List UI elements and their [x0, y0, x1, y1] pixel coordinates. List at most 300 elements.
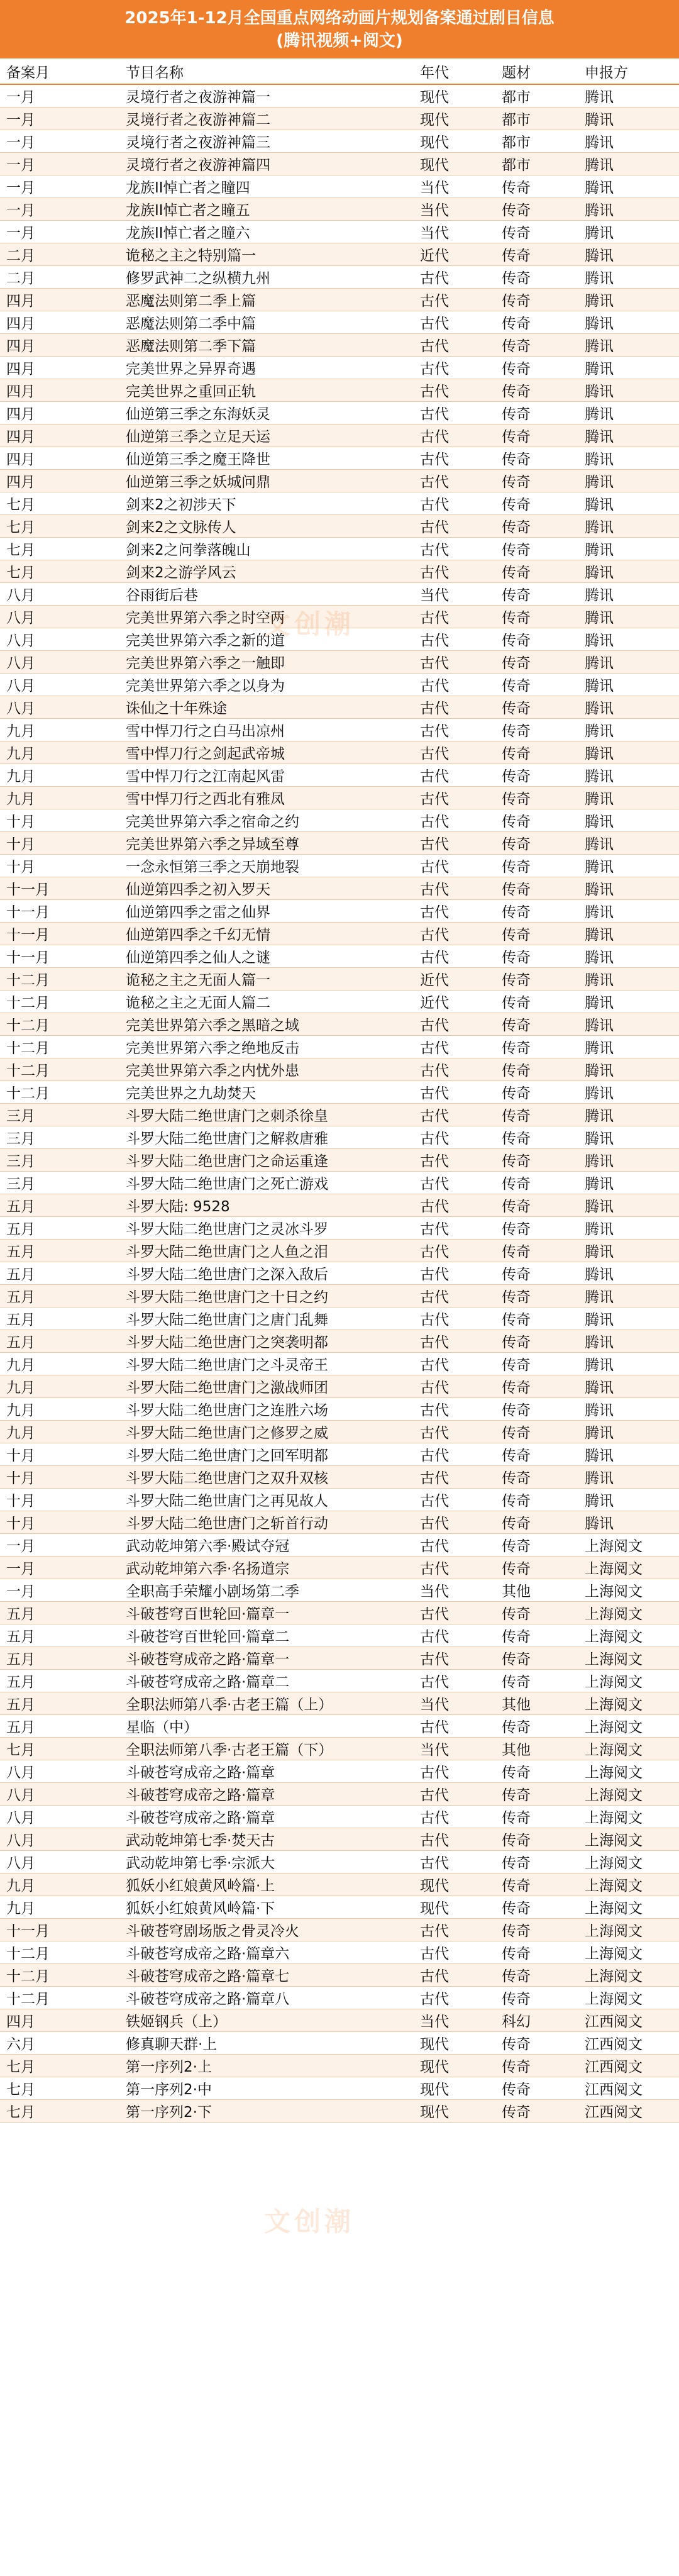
- cell-month: 五月: [0, 1262, 119, 1285]
- table-row: [0, 1217, 679, 1240]
- cell-era: 古代: [414, 1149, 495, 1172]
- cell-applicant: 腾讯: [578, 945, 679, 968]
- cell-genre: 传奇: [495, 538, 578, 560]
- cell-month: 十二月: [0, 1941, 119, 1964]
- cell-program-name: 仙逆第四季之雷之仙界: [119, 900, 414, 923]
- cell-program-name: 完美世界第六季之以身为: [119, 674, 414, 696]
- cell-genre: 传奇: [495, 900, 578, 923]
- cell-applicant: 腾讯: [578, 1285, 679, 1307]
- cell-genre: 传奇: [495, 832, 578, 855]
- cell-program-name: 斗破苍穹成帝之路·篇章一: [119, 1647, 414, 1670]
- cell-genre: 传奇: [495, 1353, 578, 1375]
- cell-applicant: 腾讯: [578, 311, 679, 334]
- cell-era: 古代: [414, 357, 495, 379]
- cell-genre: 传奇: [495, 2077, 578, 2100]
- cell-era: 古代: [414, 1715, 495, 1738]
- cell-program-name: 斗破苍穹成帝之路·篇章八: [119, 1987, 414, 2009]
- cell-genre: 传奇: [495, 945, 578, 968]
- table-row: [0, 1670, 679, 1692]
- cell-era: 当代: [414, 198, 495, 221]
- cell-genre: 传奇: [495, 674, 578, 696]
- header-month: 备案月: [0, 58, 119, 84]
- table-row: [0, 1353, 679, 1375]
- cell-era: 近代: [414, 991, 495, 1013]
- table-row: [0, 1511, 679, 1534]
- cell-era: 古代: [414, 515, 495, 538]
- table-row: [0, 1624, 679, 1647]
- table-row: [0, 1398, 679, 1421]
- cell-program-name: 完美世界之异界奇遇: [119, 357, 414, 379]
- cell-era: 古代: [414, 923, 495, 945]
- table-row: [0, 1104, 679, 1126]
- cell-era: 古代: [414, 1262, 495, 1285]
- cell-month: 十月: [0, 1511, 119, 1534]
- cell-month: 一月: [0, 84, 119, 108]
- cell-applicant: 腾讯: [578, 719, 679, 741]
- cell-genre: 传奇: [495, 1375, 578, 1398]
- cell-genre: 传奇: [495, 560, 578, 583]
- table-row: [0, 809, 679, 832]
- cell-month: 十月: [0, 855, 119, 877]
- cell-genre: 传奇: [495, 1217, 578, 1240]
- cell-genre: 传奇: [495, 357, 578, 379]
- cell-applicant: 上海阅文: [578, 1851, 679, 1874]
- cell-applicant: 腾讯: [578, 1262, 679, 1285]
- table-row: [0, 2100, 679, 2123]
- cell-applicant: 江西阅文: [578, 2100, 679, 2123]
- cell-applicant: 腾讯: [578, 1172, 679, 1194]
- cell-program-name: 斗罗大陆二绝世唐门之回军明都: [119, 1443, 414, 1466]
- cell-genre: 传奇: [495, 1715, 578, 1738]
- cell-applicant: 腾讯: [578, 515, 679, 538]
- cell-month: 五月: [0, 1670, 119, 1692]
- cell-program-name: 斗罗大陆二绝世唐门之双升双核: [119, 1466, 414, 1489]
- table-row: [0, 425, 679, 447]
- cell-era: 古代: [414, 1987, 495, 2009]
- cell-era: 古代: [414, 560, 495, 583]
- cell-genre: 传奇: [495, 2032, 578, 2055]
- cell-month: 八月: [0, 583, 119, 606]
- cell-era: 现代: [414, 153, 495, 175]
- cell-era: 当代: [414, 175, 495, 198]
- cell-month: 十月: [0, 1489, 119, 1511]
- cell-program-name: 剑来2之文脉传人: [119, 515, 414, 538]
- cell-era: 古代: [414, 1647, 495, 1670]
- cell-genre: 传奇: [495, 1511, 578, 1534]
- cell-genre: 传奇: [495, 175, 578, 198]
- cell-applicant: 上海阅文: [578, 1738, 679, 1760]
- cell-genre: 传奇: [495, 1896, 578, 1919]
- cell-era: 古代: [414, 1511, 495, 1534]
- cell-program-name: 斗破苍穹剧场版之骨灵冷火: [119, 1919, 414, 1941]
- cell-applicant: 腾讯: [578, 289, 679, 311]
- cell-era: 现代: [414, 108, 495, 130]
- table-row: [0, 2055, 679, 2077]
- table-row: [0, 1579, 679, 1602]
- cell-applicant: 腾讯: [578, 1240, 679, 1262]
- cell-month: 十一月: [0, 877, 119, 900]
- table-row: [0, 402, 679, 425]
- cell-month: 八月: [0, 628, 119, 651]
- cell-program-name: 仙逆第三季之魔王降世: [119, 447, 414, 470]
- table-row: [0, 266, 679, 289]
- cell-applicant: 腾讯: [578, 492, 679, 515]
- cell-applicant: 腾讯: [578, 198, 679, 221]
- cell-genre: 传奇: [495, 583, 578, 606]
- table-body: [0, 84, 679, 2123]
- cell-month: 五月: [0, 1307, 119, 1330]
- cell-month: 七月: [0, 2055, 119, 2077]
- cell-month: 八月: [0, 606, 119, 628]
- table-row: [0, 1738, 679, 1760]
- cell-era: 当代: [414, 221, 495, 243]
- cell-era: 古代: [414, 1217, 495, 1240]
- table-row: [0, 1058, 679, 1081]
- cell-program-name: 灵境行者之夜游神篇四: [119, 153, 414, 175]
- table-row: [0, 1647, 679, 1670]
- cell-program-name: 星临（中）: [119, 1715, 414, 1738]
- cell-program-name: 斗罗大陆二绝世唐门之激战师团: [119, 1375, 414, 1398]
- cell-genre: 传奇: [495, 470, 578, 492]
- cell-program-name: 修真聊天群·上: [119, 2032, 414, 2055]
- cell-era: 当代: [414, 1738, 495, 1760]
- cell-program-name: 谷雨街后巷: [119, 583, 414, 606]
- cell-genre: 传奇: [495, 1443, 578, 1466]
- cell-program-name: 完美世界之九劫焚天: [119, 1081, 414, 1104]
- cell-month: 四月: [0, 402, 119, 425]
- cell-program-name: 雪中悍刀行之西北有雅凤: [119, 787, 414, 809]
- cell-era: 古代: [414, 1285, 495, 1307]
- cell-genre: 传奇: [495, 1126, 578, 1149]
- cell-applicant: 腾讯: [578, 379, 679, 402]
- cell-applicant: 腾讯: [578, 130, 679, 153]
- table-row: [0, 832, 679, 855]
- cell-applicant: 上海阅文: [578, 1602, 679, 1624]
- cell-era: 古代: [414, 628, 495, 651]
- cell-applicant: 腾讯: [578, 855, 679, 877]
- table-row: [0, 1443, 679, 1466]
- cell-era: 现代: [414, 2055, 495, 2077]
- table-row: [0, 1285, 679, 1307]
- cell-genre: 传奇: [495, 1670, 578, 1692]
- cell-program-name: 仙逆第四季之初入罗天: [119, 877, 414, 900]
- table-row: [0, 674, 679, 696]
- cell-applicant: 江西阅文: [578, 2032, 679, 2055]
- cell-month: 七月: [0, 492, 119, 515]
- cell-era: 古代: [414, 1104, 495, 1126]
- cell-genre: 传奇: [495, 1851, 578, 1874]
- table-row: [0, 1783, 679, 1806]
- cell-program-name: 雪中悍刀行之白马出凉州: [119, 719, 414, 741]
- cell-month: 五月: [0, 1602, 119, 1624]
- cell-month: 四月: [0, 379, 119, 402]
- cell-month: 八月: [0, 674, 119, 696]
- cell-month: 一月: [0, 1534, 119, 1557]
- cell-applicant: 腾讯: [578, 108, 679, 130]
- cell-genre: 传奇: [495, 991, 578, 1013]
- cell-genre: 传奇: [495, 741, 578, 764]
- table-row: [0, 741, 679, 764]
- cell-era: 古代: [414, 447, 495, 470]
- table-row: [0, 1126, 679, 1149]
- cell-month: 九月: [0, 741, 119, 764]
- cell-month: 九月: [0, 1353, 119, 1375]
- cell-applicant: 腾讯: [578, 809, 679, 832]
- cell-era: 当代: [414, 583, 495, 606]
- cell-genre: 传奇: [495, 787, 578, 809]
- cell-program-name: 恶魔法则第二季中篇: [119, 311, 414, 334]
- cell-era: 古代: [414, 334, 495, 357]
- cell-month: 三月: [0, 1104, 119, 1126]
- cell-genre: 传奇: [495, 2100, 578, 2123]
- cell-month: 九月: [0, 1375, 119, 1398]
- cell-genre: 传奇: [495, 968, 578, 991]
- cell-program-name: 斗罗大陆二绝世唐门之连胜六场: [119, 1398, 414, 1421]
- cell-genre: 传奇: [495, 719, 578, 741]
- table-row: [0, 877, 679, 900]
- table-row: [0, 1036, 679, 1058]
- cell-era: 近代: [414, 243, 495, 266]
- cell-program-name: 斗破苍穹成帝之路·篇章: [119, 1760, 414, 1783]
- cell-applicant: 上海阅文: [578, 1941, 679, 1964]
- cell-applicant: 腾讯: [578, 560, 679, 583]
- table-row: [0, 84, 679, 108]
- cell-era: 古代: [414, 945, 495, 968]
- cell-genre: 都市: [495, 108, 578, 130]
- cell-program-name: 斗破苍穹百世轮回·篇章一: [119, 1602, 414, 1624]
- cell-month: 十一月: [0, 1919, 119, 1941]
- cell-program-name: 龙族II悼亡者之瞳四: [119, 175, 414, 198]
- cell-era: 古代: [414, 877, 495, 900]
- cell-genre: 传奇: [495, 266, 578, 289]
- cell-genre: 科幻: [495, 2009, 578, 2032]
- cell-month: 一月: [0, 198, 119, 221]
- table-row: [0, 1760, 679, 1783]
- cell-month: 五月: [0, 1647, 119, 1670]
- cell-genre: 传奇: [495, 1421, 578, 1443]
- cell-month: 七月: [0, 1738, 119, 1760]
- cell-genre: 传奇: [495, 651, 578, 674]
- cell-month: 五月: [0, 1285, 119, 1307]
- cell-program-name: 全职高手荣耀小剧场第二季: [119, 1579, 414, 1602]
- cell-era: 现代: [414, 2077, 495, 2100]
- cell-era: 古代: [414, 1398, 495, 1421]
- cell-genre: 传奇: [495, 1647, 578, 1670]
- table-row: [0, 2009, 679, 2032]
- cell-genre: 传奇: [495, 425, 578, 447]
- cell-month: 四月: [0, 289, 119, 311]
- cell-genre: 传奇: [495, 1240, 578, 1262]
- cell-program-name: 全职法师第八季·古老王篇（下）: [119, 1738, 414, 1760]
- cell-genre: 传奇: [495, 1964, 578, 1987]
- cell-genre: 其他: [495, 1692, 578, 1715]
- cell-applicant: 腾讯: [578, 1013, 679, 1036]
- table-row: [0, 628, 679, 651]
- cell-era: 古代: [414, 425, 495, 447]
- table-row: [0, 1941, 679, 1964]
- cell-month: 十一月: [0, 900, 119, 923]
- cell-era: 古代: [414, 1126, 495, 1149]
- cell-era: 古代: [414, 1330, 495, 1353]
- table-row: [0, 1602, 679, 1624]
- cell-program-name: 斗罗大陆二绝世唐门之解救唐雅: [119, 1126, 414, 1149]
- table-row: [0, 923, 679, 945]
- cell-month: 九月: [0, 787, 119, 809]
- table-row: [0, 538, 679, 560]
- cell-month: 四月: [0, 334, 119, 357]
- cell-applicant: 腾讯: [578, 402, 679, 425]
- cell-program-name: 斗破苍穹成帝之路·篇章二: [119, 1670, 414, 1692]
- cell-month: 三月: [0, 1126, 119, 1149]
- cell-program-name: 灵境行者之夜游神篇三: [119, 130, 414, 153]
- cell-era: 古代: [414, 855, 495, 877]
- cell-applicant: 腾讯: [578, 1081, 679, 1104]
- cell-applicant: 腾讯: [578, 628, 679, 651]
- cell-program-name: 狐妖小红娘黄风岭篇·下: [119, 1896, 414, 1919]
- cell-era: 古代: [414, 651, 495, 674]
- cell-genre: 传奇: [495, 243, 578, 266]
- cell-genre: 传奇: [495, 1624, 578, 1647]
- cell-program-name: 斗破苍穹成帝之路·篇章七: [119, 1964, 414, 1987]
- table-row: [0, 492, 679, 515]
- cell-program-name: 龙族II悼亡者之瞳五: [119, 198, 414, 221]
- cell-era: 古代: [414, 470, 495, 492]
- cell-era: 古代: [414, 1557, 495, 1579]
- cell-genre: 传奇: [495, 1013, 578, 1036]
- cell-month: 十一月: [0, 923, 119, 945]
- header-era: 年代: [414, 58, 495, 84]
- cell-program-name: 完美世界第六季之新的道: [119, 628, 414, 651]
- drama-filing-table: [0, 58, 679, 2123]
- cell-genre: 传奇: [495, 923, 578, 945]
- table-row: [0, 2032, 679, 2055]
- cell-era: 现代: [414, 2032, 495, 2055]
- cell-month: 八月: [0, 1760, 119, 1783]
- cell-program-name: 斗罗大陆二绝世唐门之人鱼之泪: [119, 1240, 414, 1262]
- cell-genre: 传奇: [495, 877, 578, 900]
- cell-applicant: 腾讯: [578, 1149, 679, 1172]
- cell-month: 七月: [0, 2100, 119, 2123]
- cell-program-name: 恶魔法则第二季下篇: [119, 334, 414, 357]
- cell-era: 现代: [414, 2100, 495, 2123]
- cell-month: 八月: [0, 1828, 119, 1851]
- cell-genre: 传奇: [495, 1602, 578, 1624]
- cell-month: 一月: [0, 1557, 119, 1579]
- cell-genre: 传奇: [495, 1285, 578, 1307]
- cell-month: 二月: [0, 243, 119, 266]
- cell-era: 古代: [414, 1851, 495, 1874]
- cell-era: 近代: [414, 968, 495, 991]
- cell-era: 古代: [414, 379, 495, 402]
- cell-era: 古代: [414, 1919, 495, 1941]
- cell-era: 古代: [414, 311, 495, 334]
- table-row: [0, 130, 679, 153]
- cell-month: 九月: [0, 1421, 119, 1443]
- cell-program-name: 剑来2之游学风云: [119, 560, 414, 583]
- table-row: [0, 289, 679, 311]
- cell-month: 八月: [0, 1806, 119, 1828]
- cell-month: 六月: [0, 2032, 119, 2055]
- cell-genre: 都市: [495, 153, 578, 175]
- cell-era: 当代: [414, 1692, 495, 1715]
- table-row: [0, 583, 679, 606]
- cell-month: 十月: [0, 809, 119, 832]
- table-row: [0, 1375, 679, 1398]
- cell-program-name: 诡秘之主之特别篇一: [119, 243, 414, 266]
- table-row: [0, 311, 679, 334]
- cell-era: 古代: [414, 1806, 495, 1828]
- cell-program-name: 诡秘之主之无面人篇一: [119, 968, 414, 991]
- cell-month: 七月: [0, 2077, 119, 2100]
- cell-applicant: 腾讯: [578, 1489, 679, 1511]
- table-row: [0, 1307, 679, 1330]
- cell-genre: 传奇: [495, 1466, 578, 1489]
- table-row: [0, 787, 679, 809]
- cell-program-name: 仙逆第三季之妖城问鼎: [119, 470, 414, 492]
- table-title: [0, 0, 679, 58]
- cell-month: 五月: [0, 1194, 119, 1217]
- cell-month: 八月: [0, 651, 119, 674]
- cell-month: 三月: [0, 1172, 119, 1194]
- cell-program-name: 狐妖小红娘黄风岭篇·上: [119, 1874, 414, 1896]
- cell-genre: 传奇: [495, 1783, 578, 1806]
- table-row: [0, 1987, 679, 2009]
- cell-era: 古代: [414, 1602, 495, 1624]
- cell-program-name: 龙族II悼亡者之瞳六: [119, 221, 414, 243]
- cell-applicant: 上海阅文: [578, 1828, 679, 1851]
- cell-era: 古代: [414, 1760, 495, 1783]
- cell-era: 古代: [414, 538, 495, 560]
- cell-program-name: 恶魔法则第二季上篇: [119, 289, 414, 311]
- cell-era: 古代: [414, 1964, 495, 1987]
- cell-applicant: 腾讯: [578, 968, 679, 991]
- cell-month: 五月: [0, 1692, 119, 1715]
- cell-genre: 传奇: [495, 1149, 578, 1172]
- table-row: [0, 470, 679, 492]
- cell-applicant: 上海阅文: [578, 1579, 679, 1602]
- cell-month: 五月: [0, 1330, 119, 1353]
- cell-month: 八月: [0, 1851, 119, 1874]
- cell-genre: 传奇: [495, 2055, 578, 2077]
- table-row: [0, 108, 679, 130]
- cell-program-name: 诛仙之十年殊途: [119, 696, 414, 719]
- cell-applicant: 上海阅文: [578, 1715, 679, 1738]
- table-row: [0, 334, 679, 357]
- cell-month: 九月: [0, 764, 119, 787]
- cell-genre: 传奇: [495, 1987, 578, 2009]
- table-row: [0, 1262, 679, 1285]
- cell-applicant: 腾讯: [578, 877, 679, 900]
- table-row: [0, 1874, 679, 1896]
- header-genre: 题材: [495, 58, 578, 84]
- cell-program-name: 斗破苍穹成帝之路·篇章: [119, 1806, 414, 1828]
- cell-applicant: 腾讯: [578, 357, 679, 379]
- cell-applicant: 腾讯: [578, 1443, 679, 1466]
- cell-month: 一月: [0, 108, 119, 130]
- table-row: [0, 1421, 679, 1443]
- cell-applicant: 腾讯: [578, 832, 679, 855]
- cell-month: 四月: [0, 311, 119, 334]
- cell-applicant: 腾讯: [578, 221, 679, 243]
- cell-era: 古代: [414, 1443, 495, 1466]
- cell-month: 五月: [0, 1217, 119, 1240]
- cell-month: 三月: [0, 1149, 119, 1172]
- cell-applicant: 腾讯: [578, 991, 679, 1013]
- cell-genre: 其他: [495, 1738, 578, 1760]
- cell-era: 古代: [414, 809, 495, 832]
- cell-genre: 传奇: [495, 1172, 578, 1194]
- cell-applicant: 腾讯: [578, 84, 679, 108]
